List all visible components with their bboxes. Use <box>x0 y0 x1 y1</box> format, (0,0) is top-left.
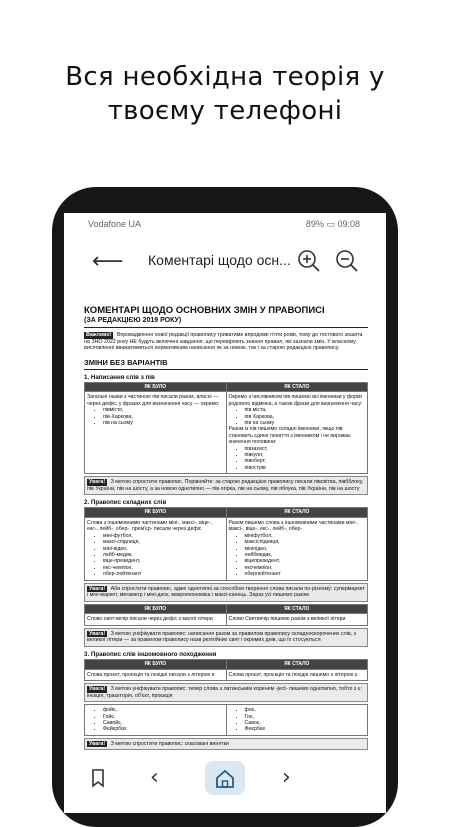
list-item: • максі-спідниця, <box>103 539 224 545</box>
table-cell <box>85 705 227 736</box>
list-item: • міні-футбол, <box>103 533 224 539</box>
status-right <box>306 219 360 230</box>
divider <box>84 327 368 328</box>
list-item: • екс-чемпіон, <box>103 565 224 571</box>
table-cell: Слово Святвечір пишемо разом з великої літери <box>226 614 368 625</box>
table-cell: Слова проєкт, проєкція та похідні пишемо з літерою є <box>226 669 368 680</box>
divider <box>84 369 368 370</box>
table-cell <box>226 705 368 736</box>
phone-frame <box>52 187 398 827</box>
status-bar <box>64 213 386 235</box>
subsection-title: 1. Написання слів з пів <box>84 373 155 381</box>
list-item: • пів-Харкова, <box>103 414 224 420</box>
carrier-label: Vodafone UA <box>88 219 142 229</box>
list-item: • Гоє, <box>245 714 366 720</box>
list-item: • Фейєрбах <box>103 726 224 732</box>
list-item: • фойє, <box>103 707 224 713</box>
list-item: • пів Харкова, <box>245 414 366 420</box>
remark-text: Аби спростити правопис, адже однотипні за способом творення слова писали по-різному: супермаркет і міні-маркет, мегамегр і міні-диск, макроекономіка і максі-канець. Зараз усі пишемо разом <box>87 585 365 599</box>
chevron-right-icon[interactable]: › <box>282 765 291 790</box>
battery-icon: ▭ <box>326 219 335 229</box>
section-heading: ЗМІНИ БЕЗ ВАРІАНТІВ <box>84 357 168 367</box>
note-badge: Важливо! <box>86 332 112 338</box>
table-cell <box>85 392 227 474</box>
column-header: ЯК СТАЛО <box>226 382 368 392</box>
list-item: • лейбмедик, <box>245 552 366 558</box>
remark-box <box>84 738 368 751</box>
important-note <box>84 332 368 352</box>
table-cell: Слово свят-вечір писали через дефіс з малої літери <box>85 614 227 625</box>
cell-text: Разом пишемо слова з іншомовними частинами міні-, максі-, віце-, екс-, лейб-, обер- <box>228 520 358 533</box>
phone-screen <box>64 213 386 813</box>
column-header: ЯК СТАЛО <box>226 508 368 518</box>
chevron-left-icon[interactable]: ‹ <box>150 765 159 790</box>
promo-headline <box>0 60 450 128</box>
list-item: • лейб-медик, <box>103 552 224 558</box>
list-item: • півзахист, <box>245 446 366 452</box>
comparison-table-4 <box>84 659 368 681</box>
list-item: • віцепрезидент, <box>245 558 366 564</box>
doc-subtitle: (ЗА РЕДАКЦІЄЮ 2019 РОКУ) <box>84 317 182 324</box>
cell-text: Окремо з числівником пів пишемо всі іменники у формі родового відмінка, а також фрази для визначення часу: <box>228 394 363 407</box>
zoom-in-icon[interactable] <box>296 248 322 274</box>
remark-badge: Увага! <box>89 585 106 592</box>
remark-text: З метою спростити правопис: скасовані винятки <box>110 740 229 747</box>
remark-box <box>84 628 368 647</box>
home-icon <box>205 761 245 795</box>
remark-badge: Увага! <box>89 479 106 486</box>
remark-badge: Увага! <box>89 740 106 747</box>
list-item: • пів на сьому <box>103 420 224 426</box>
list-item: • фоє, <box>245 707 366 713</box>
subsection-title: 2. Правопис складних слів <box>84 499 167 507</box>
list-item: • півкуля, <box>245 452 366 458</box>
cell-text: Загальні назви з частиною пів писали разом, власні — через дефіс, у фразах для визначення часу — окремо: <box>87 394 220 407</box>
page-title: Коментарі щодо осн... <box>148 252 291 268</box>
list-item: • півострів <box>245 465 366 471</box>
app-bar <box>64 239 386 283</box>
table-cell <box>226 392 368 474</box>
arrow-left-icon[interactable]: ⟵ <box>92 249 124 274</box>
note-text: Впровадження нової редакції правопису триватиме впродовж п'яти років, тому до тестового зошита на ЗНО 2022 року НЕ будуть включені завдання, що перевіряють знання правил, які зазнали змін. У власному висловленні вважатиметься нормативним написання як за новою, так і за старою редакцією правопису. <box>84 332 363 352</box>
remark-box <box>84 583 368 602</box>
doc-title: КОМЕНТАРІ ЩОДО ОСНОВНИХ ЗМІН У ПРАВОПИСІ <box>84 305 325 316</box>
comparison-table-5 <box>84 704 368 736</box>
column-header: ЯК СТАЛО <box>226 604 368 614</box>
table-cell <box>85 518 227 581</box>
remark-text: З метою спростити правопис. Порівняйте: за старою редакцією правопису писали півсвітва, півбблоку, пів України, пів на шосту, а за новою однотипно — пів огірка, пів на сьому, пів яблука, пів України, пів на шосту <box>87 479 364 492</box>
list-item: • Феєрбах <box>245 726 366 732</box>
list-item: • міні-відео, <box>103 546 224 552</box>
column-header: ЯК СТАЛО <box>226 660 368 670</box>
promo-line-1: Вся необхідна теорія у <box>65 62 385 92</box>
remark-badge: Увага! <box>89 630 106 637</box>
list-item: • пів міста, <box>245 407 366 413</box>
cell-text: Разом із пів пишемо складні іменники, якщо пів становить єдине поняття з іменником і не виражає значення половини: <box>228 426 351 446</box>
document-page <box>84 297 368 757</box>
remark-box <box>84 476 368 495</box>
remark-box <box>84 683 368 702</box>
battery-label: 89% <box>305 219 324 229</box>
list-item: • пів на сьому <box>245 420 366 426</box>
zoom-out-icon[interactable] <box>334 248 360 274</box>
list-item: • Савоє, <box>245 720 366 726</box>
list-item: • півоберт, <box>245 458 366 464</box>
list-item: • віце-президент, <box>103 558 224 564</box>
list-item: • мініпідео, <box>245 546 366 552</box>
bottom-nav-bar <box>64 753 386 813</box>
list-item: • ексчемпіон, <box>245 565 366 571</box>
table-cell <box>226 518 368 581</box>
home-button[interactable] <box>205 761 245 795</box>
list-item: • півмісто, <box>103 407 224 413</box>
comparison-table-1 <box>84 382 368 474</box>
promo-line-2: твоєму телефоні <box>107 96 343 126</box>
comparison-table-2 <box>84 507 368 580</box>
cell-text: Слова з іншомовними частинами міні-, максі-, віце-, екс-, лейб-, обер-, прем'єр- писали через дефіс <box>87 520 212 533</box>
remark-text: З метою уніфікувати правопис: написання разом за правилом правопису складноскорочених слів, з великої літери — за правилом правопису назв релігійних свят і окремих днів, що їх стосуються <box>87 630 357 644</box>
comparison-table-3 <box>84 604 368 626</box>
table-cell: Слова проект, проекція та похідні писали з літерою е <box>85 669 227 680</box>
subsection-title: 3. Правопис слів іншомовного походження <box>84 651 217 659</box>
column-header: ЯК БУЛО <box>85 660 227 670</box>
time-label: 09:08 <box>337 219 360 229</box>
list-item: • мініфутбол, <box>245 533 366 539</box>
column-header: ЯК БУЛО <box>85 508 227 518</box>
list-item: • Савойє, <box>103 720 224 726</box>
bookmark-icon[interactable] <box>90 768 106 788</box>
column-header: ЯК БУЛО <box>85 604 227 614</box>
list-item: • Гойє, <box>103 714 224 720</box>
column-header: ЯК БУЛО <box>85 382 227 392</box>
remark-badge: Увага! <box>89 686 106 693</box>
list-item: • оберлейтенант <box>245 571 366 577</box>
list-item: • максіспідниця, <box>245 539 366 545</box>
list-item: • обер-лейтенант <box>103 571 224 577</box>
remark-text: З метою уніфікувати правопис: тепер слова з латинським коренем -ject- пишемо однотипно, тобто з є: інєкція, траєкторія, об'єкт, проєкція <box>87 686 362 699</box>
